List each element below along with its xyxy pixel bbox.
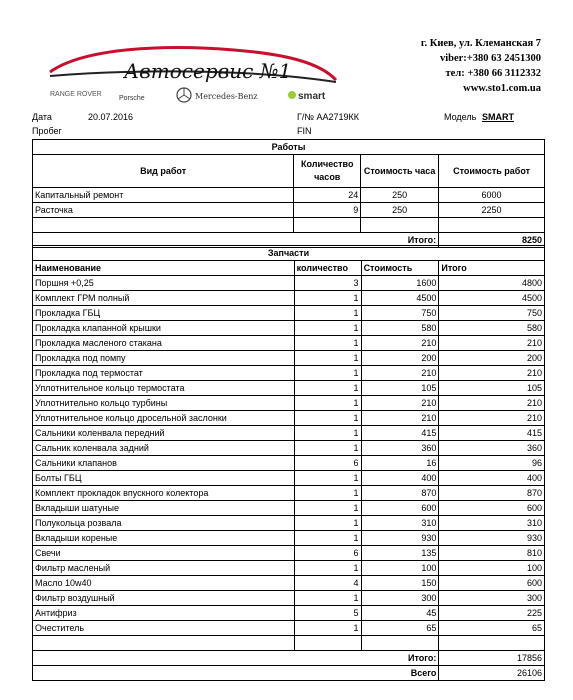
viber-phone: viber:+380 63 2451300 (439, 53, 541, 64)
part-name: Прокладка ГБЦ (33, 306, 295, 321)
part-total: 4500 (439, 291, 545, 306)
table-row (33, 621, 545, 636)
work-name: Капитальный ремонт (33, 188, 294, 203)
logo-brand-3: Mercedes-Benz (195, 92, 258, 101)
part-qty: 1 (294, 306, 361, 321)
part-total: 200 (439, 351, 545, 366)
table-row (33, 321, 545, 336)
work-cost: 6000 (439, 188, 545, 203)
part-qty: 1 (294, 291, 361, 306)
part-price: 4500 (361, 291, 439, 306)
parts-total-label: Итого: (33, 651, 439, 666)
parts-header-name: Наименование (33, 261, 295, 276)
contact-block (421, 36, 541, 96)
part-total: 100 (439, 561, 545, 576)
part-price: 300 (361, 591, 439, 606)
part-price: 150 (361, 576, 439, 591)
parts-table (32, 245, 545, 681)
works-table (32, 139, 545, 248)
part-qty: 1 (294, 396, 361, 411)
part-total: 810 (439, 546, 545, 561)
empty-row (33, 636, 545, 651)
part-price: 750 (361, 306, 439, 321)
part-qty: 1 (294, 426, 361, 441)
part-total: 600 (439, 576, 545, 591)
date-value: 20.07.2016 (88, 112, 134, 122)
part-price: 16 (361, 456, 439, 471)
part-price: 210 (361, 396, 439, 411)
part-name: Очеститель (33, 621, 295, 636)
part-total: 360 (439, 441, 545, 456)
work-qty: 24 (294, 188, 361, 203)
part-total: 580 (439, 321, 545, 336)
part-name: Свечи (33, 546, 295, 561)
part-price: 870 (361, 486, 439, 501)
table-row (33, 516, 545, 531)
part-name: Комплект прокладок впускного колектора (33, 486, 295, 501)
part-price: 200 (361, 351, 439, 366)
part-name: Полукольца розвала (33, 516, 295, 531)
part-name: Масло 10w40 (33, 576, 295, 591)
logo-brand-text: Автосервис №1 (124, 59, 292, 83)
part-total: 930 (439, 531, 545, 546)
part-price: 65 (361, 621, 439, 636)
part-name: Прокладка клапанной крышки (33, 321, 295, 336)
part-price: 100 (361, 561, 439, 576)
work-qty: 9 (294, 203, 361, 218)
part-price: 210 (361, 336, 439, 351)
part-name: Антифриз (33, 606, 295, 621)
model-label: Модель (444, 112, 477, 122)
part-qty: 6 (294, 456, 361, 471)
part-total: 400 (439, 471, 545, 486)
works-header-rate: Стоимость часа (361, 155, 439, 188)
part-qty: 1 (294, 561, 361, 576)
part-price: 1600 (361, 276, 439, 291)
table-row (33, 531, 545, 546)
works-header-name: Вид работ (33, 155, 294, 188)
part-price: 930 (361, 531, 439, 546)
part-name: Уплотнительное кольцо дросельной заслонки (33, 411, 295, 426)
part-total: 105 (439, 381, 545, 396)
part-total: 4800 (439, 276, 545, 291)
table-row (33, 411, 545, 426)
part-name: Сальники клапанов (33, 456, 295, 471)
logo-brand-4: smart (298, 91, 326, 102)
fin-label: FIN (297, 126, 312, 136)
empty-row (33, 218, 545, 233)
table-row (33, 561, 545, 576)
table-row (33, 276, 545, 291)
table-row (33, 188, 545, 203)
part-qty: 1 (294, 591, 361, 606)
part-qty: 1 (294, 366, 361, 381)
part-total: 96 (439, 456, 545, 471)
table-row (33, 606, 545, 621)
part-total: 870 (439, 486, 545, 501)
part-qty: 3 (294, 276, 361, 291)
part-name: Сальники коленвала передний (33, 426, 295, 441)
part-qty: 1 (294, 501, 361, 516)
part-name: Фильтр воздушный (33, 591, 295, 606)
table-row (33, 381, 545, 396)
logo-brand-2: Porsche (119, 95, 145, 102)
part-price: 580 (361, 321, 439, 336)
part-name: Прокладка масленого стакана (33, 336, 295, 351)
works-total-label: Итого: (33, 233, 439, 248)
table-row (33, 203, 545, 218)
part-total: 210 (439, 336, 545, 351)
part-qty: 1 (294, 516, 361, 531)
part-qty: 1 (294, 531, 361, 546)
part-total: 210 (439, 411, 545, 426)
part-price: 600 (361, 501, 439, 516)
works-header-cost: Стоимость работ (439, 155, 545, 188)
part-name: Уплотнительное кольцо термостата (33, 381, 295, 396)
part-qty: 5 (294, 606, 361, 621)
works-header-qty: Количество часов (294, 155, 361, 188)
part-total: 415 (439, 426, 545, 441)
part-qty: 1 (294, 441, 361, 456)
model-value: SMART (482, 112, 514, 122)
table-row (33, 291, 545, 306)
company-logo (44, 40, 344, 110)
parts-header-price: Стоимость (361, 261, 439, 276)
part-price: 415 (361, 426, 439, 441)
part-name: Вкладыши шатуные (33, 501, 295, 516)
works-total: 8250 (439, 233, 545, 248)
website: www.sto1.com.ua (463, 83, 541, 94)
part-name: Болты ГБЦ (33, 471, 295, 486)
table-row (33, 456, 545, 471)
table-row (33, 471, 545, 486)
work-cost: 2250 (439, 203, 545, 218)
parts-header-total: Итого (439, 261, 545, 276)
table-row (33, 501, 545, 516)
part-price: 210 (361, 366, 439, 381)
plate-number: Г/№ АА2719КК (297, 112, 360, 122)
parts-title: Запчасти (33, 246, 545, 261)
part-qty: 1 (294, 621, 361, 636)
part-total: 310 (439, 516, 545, 531)
part-qty: 1 (294, 381, 361, 396)
address: г. Киев, ул. Клеманская 7 (420, 38, 541, 49)
work-name: Расточка (33, 203, 294, 218)
table-row (33, 351, 545, 366)
part-price: 135 (361, 546, 439, 561)
phone: тел: +380 66 3112332 (445, 68, 541, 79)
part-name: Поршня +0,25 (33, 276, 295, 291)
part-total: 750 (439, 306, 545, 321)
part-qty: 1 (294, 411, 361, 426)
part-qty: 1 (294, 486, 361, 501)
table-row (33, 486, 545, 501)
part-qty: 1 (294, 471, 361, 486)
part-total: 600 (439, 501, 545, 516)
part-total: 225 (439, 606, 545, 621)
table-row (33, 576, 545, 591)
part-total: 210 (439, 366, 545, 381)
part-name: Прокладка под термостат (33, 366, 295, 381)
table-row (33, 441, 545, 456)
part-price: 210 (361, 411, 439, 426)
parts-total: 17856 (439, 651, 545, 666)
part-name: Уплотнительно кольцо турбины (33, 396, 295, 411)
part-name: Сальник коленвала задний (33, 441, 295, 456)
part-total: 65 (439, 621, 545, 636)
part-total: 300 (439, 591, 545, 606)
grand-total-label: Всего (33, 666, 439, 681)
part-qty: 1 (294, 321, 361, 336)
table-row (33, 396, 545, 411)
part-qty: 1 (294, 351, 361, 366)
table-row (33, 336, 545, 351)
grand-total: 26106 (439, 666, 545, 681)
part-qty: 1 (294, 336, 361, 351)
works-title: Работы (33, 140, 545, 155)
part-qty: 4 (294, 576, 361, 591)
part-price: 310 (361, 516, 439, 531)
part-price: 400 (361, 471, 439, 486)
part-name: Прокладка под помпу (33, 351, 295, 366)
table-row (33, 306, 545, 321)
part-name: Вкладыши кореные (33, 531, 295, 546)
part-price: 45 (361, 606, 439, 621)
table-row (33, 546, 545, 561)
table-row (33, 426, 545, 441)
part-name: Комплект ГРМ полный (33, 291, 295, 306)
mileage-label: Пробег (32, 126, 62, 136)
part-price: 105 (361, 381, 439, 396)
part-qty: 6 (294, 546, 361, 561)
part-total: 210 (439, 396, 545, 411)
date-label: Дата (32, 112, 52, 122)
work-rate: 250 (361, 188, 439, 203)
logo-brand-1: RANGE ROVER (50, 91, 102, 98)
work-rate: 250 (361, 203, 439, 218)
part-price: 360 (361, 441, 439, 456)
parts-header-qty: количество (294, 261, 361, 276)
table-row (33, 366, 545, 381)
table-row (33, 591, 545, 606)
part-name: Фильтр масленый (33, 561, 295, 576)
